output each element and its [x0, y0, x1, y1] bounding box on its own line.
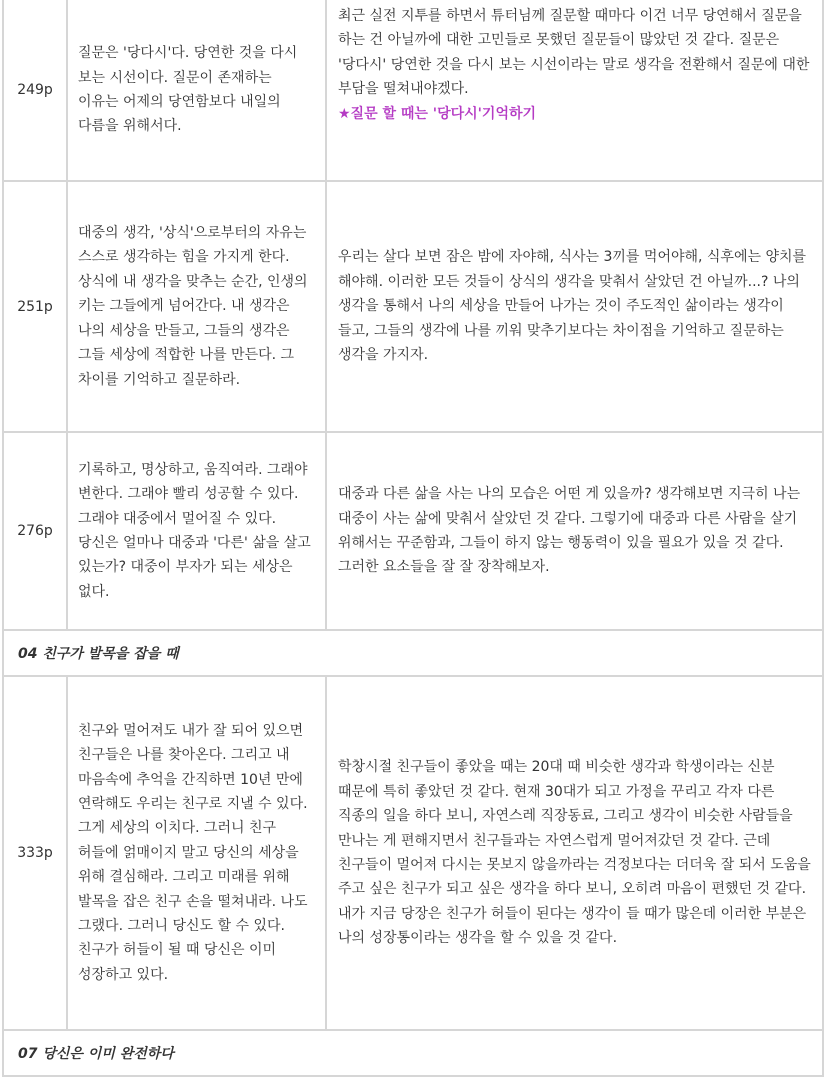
- reflection-note: [327, 182, 822, 431]
- book-quote-text: 질문은 '당다시'다. 당연한 것을 다시 보는 시선이다. 질문이 존재하는 이유는 어제의 당연함보다 내일의 다름을 위해서다.: [78, 45, 298, 135]
- section-heading-row: [2, 1029, 824, 1077]
- book-quote-text: 기록하고, 명상하고, 움직여라. 그래야 변한다. 그래야 빨리 성공할 수 있다. 그래야 대중에서 멀어질 수 있다. 당신은 얼마나 대중과 '다른' 삶을 살고 있는가? 대중이 부자가 되는 세상은 없다.: [78, 461, 311, 600]
- reading-notes-table: [2, 0, 824, 1077]
- highlight-note: ★질문 할 때는 '당다시'기억하기: [338, 105, 537, 122]
- reflection-note: [327, 0, 822, 180]
- table-row: [2, 0, 824, 180]
- section-heading: 04 친구가 발목을 잡을 때: [18, 646, 179, 662]
- book-quote: [68, 182, 327, 431]
- reflection-note: [327, 677, 822, 1029]
- page-number: 333p: [4, 677, 68, 1029]
- table-row: [2, 431, 824, 629]
- reflection-text: 최근 실전 지투를 하면서 튜터님께 질문할 때마다 이건 너무 당연해서 질문을 하는 건 아닐까에 대한 고민들로 못했던 질문들이 많았던 것 같다. 질문은 '당다시' 당연한 것을 다시 보는 시선이라는 말로 생각을 전환해서 질문에 대한 부담을 떨쳐내야겠다.: [338, 8, 810, 98]
- section-heading: 07 당신은 이미 완전하다: [18, 1046, 174, 1062]
- page-number: 251p: [4, 182, 68, 431]
- reflection-note: [327, 433, 822, 629]
- section-heading-row: [2, 629, 824, 675]
- book-quote-text: 대중의 생각, '상식'으로부터의 자유는 스스로 생각하는 힘을 가지게 한다. 상식에 내 생각을 맞추는 순간, 인생의 키는 그들에게 넘어간다. 내 생각은 나의 세상을 만들고, 그들의 생각은 그들 세상에 적합한 나를 만든다. 그 차이를 기억하고 질문하라.: [78, 225, 308, 388]
- book-quote: [68, 433, 327, 629]
- table-row: [2, 180, 824, 431]
- reflection-text: 대중과 다른 삶을 사는 나의 모습은 어떤 게 있을까? 생각해보면 지극히 나는 대중이 사는 삶에 맞춰서 살았던 것 같다. 그렇기에 대중과 다른 사람을 살기 위해서는 꾸준함과, 그들이 하지 않는 행동력이 있을 필요가 있을 것 같다. 그러한 요소들을 잘 잘 장착해보자.: [338, 486, 801, 576]
- reflection-text: 우리는 살다 보면 잠은 밤에 자야해, 식사는 3끼를 먹어야해, 식후에는 양치를 해야해. 이러한 모든 것들이 상식의 생각을 맞춰서 살았던 건 아닐까...? 나의 생각을 통해서 나의 세상을 만들어 나가는 것이 주도적인 삶이라는 생각이 들고, 그들의 생각에 나를 끼워 맞추기보다는 차이점을 기억하고 질문하는 생각을 가지자.: [338, 249, 807, 364]
- page-number: 276p: [4, 433, 68, 629]
- page-number: 249p: [4, 0, 68, 180]
- reflection-text: 학창시절 친구들이 좋았을 때는 20대 때 비슷한 생각과 학생이라는 신분 때문에 특히 좋았던 것 같다. 현재 30대가 되고 가정을 꾸리고 각자 다른 직종의 일을 하다 보니, 자연스레 직장동료, 그리고 생각이 비슷한 사람들을 만나는 게 편해지면서 친구들과는 자연스럽게 멀어져갔던 것 같다. 근데 친구들이 멀어져 다시는 못보지 않을까라는 걱정보다는 더더욱 잘 되서 도움을 주고 싶은 친구가 되고 싶은 생각을 하다 보니, 오히려 마음이 편했던 것 같다. 내가 지금 당장은 친구가 허들이 된다는 생각이 들 때가 많은데 이러한 부분은 나의 성장통이라는 생각을 할 수 있을 것 같다.: [338, 759, 811, 947]
- table-row: [2, 675, 824, 1029]
- book-quote: [68, 677, 327, 1029]
- book-quote: [68, 0, 327, 180]
- book-quote-text: 친구와 멀어져도 내가 잘 되어 있으면 친구들은 나를 찾아온다. 그리고 내 마음속에 추억을 간직하면 10년 만에 연락해도 우리는 친구로 지낼 수 있다. 그게 세상의 이치다. 그러니 친구 허들에 얽매이지 말고 당신의 세상을 위해 결심해라. 그리고 미래를 위해 발목을 잡은 친구 손을 떨쳐내라. 나도 그랬다. 그러니 당신도 할 수 있다. 친구가 허들이 될 때 당신은 이미 성장하고 있다.: [78, 722, 308, 983]
